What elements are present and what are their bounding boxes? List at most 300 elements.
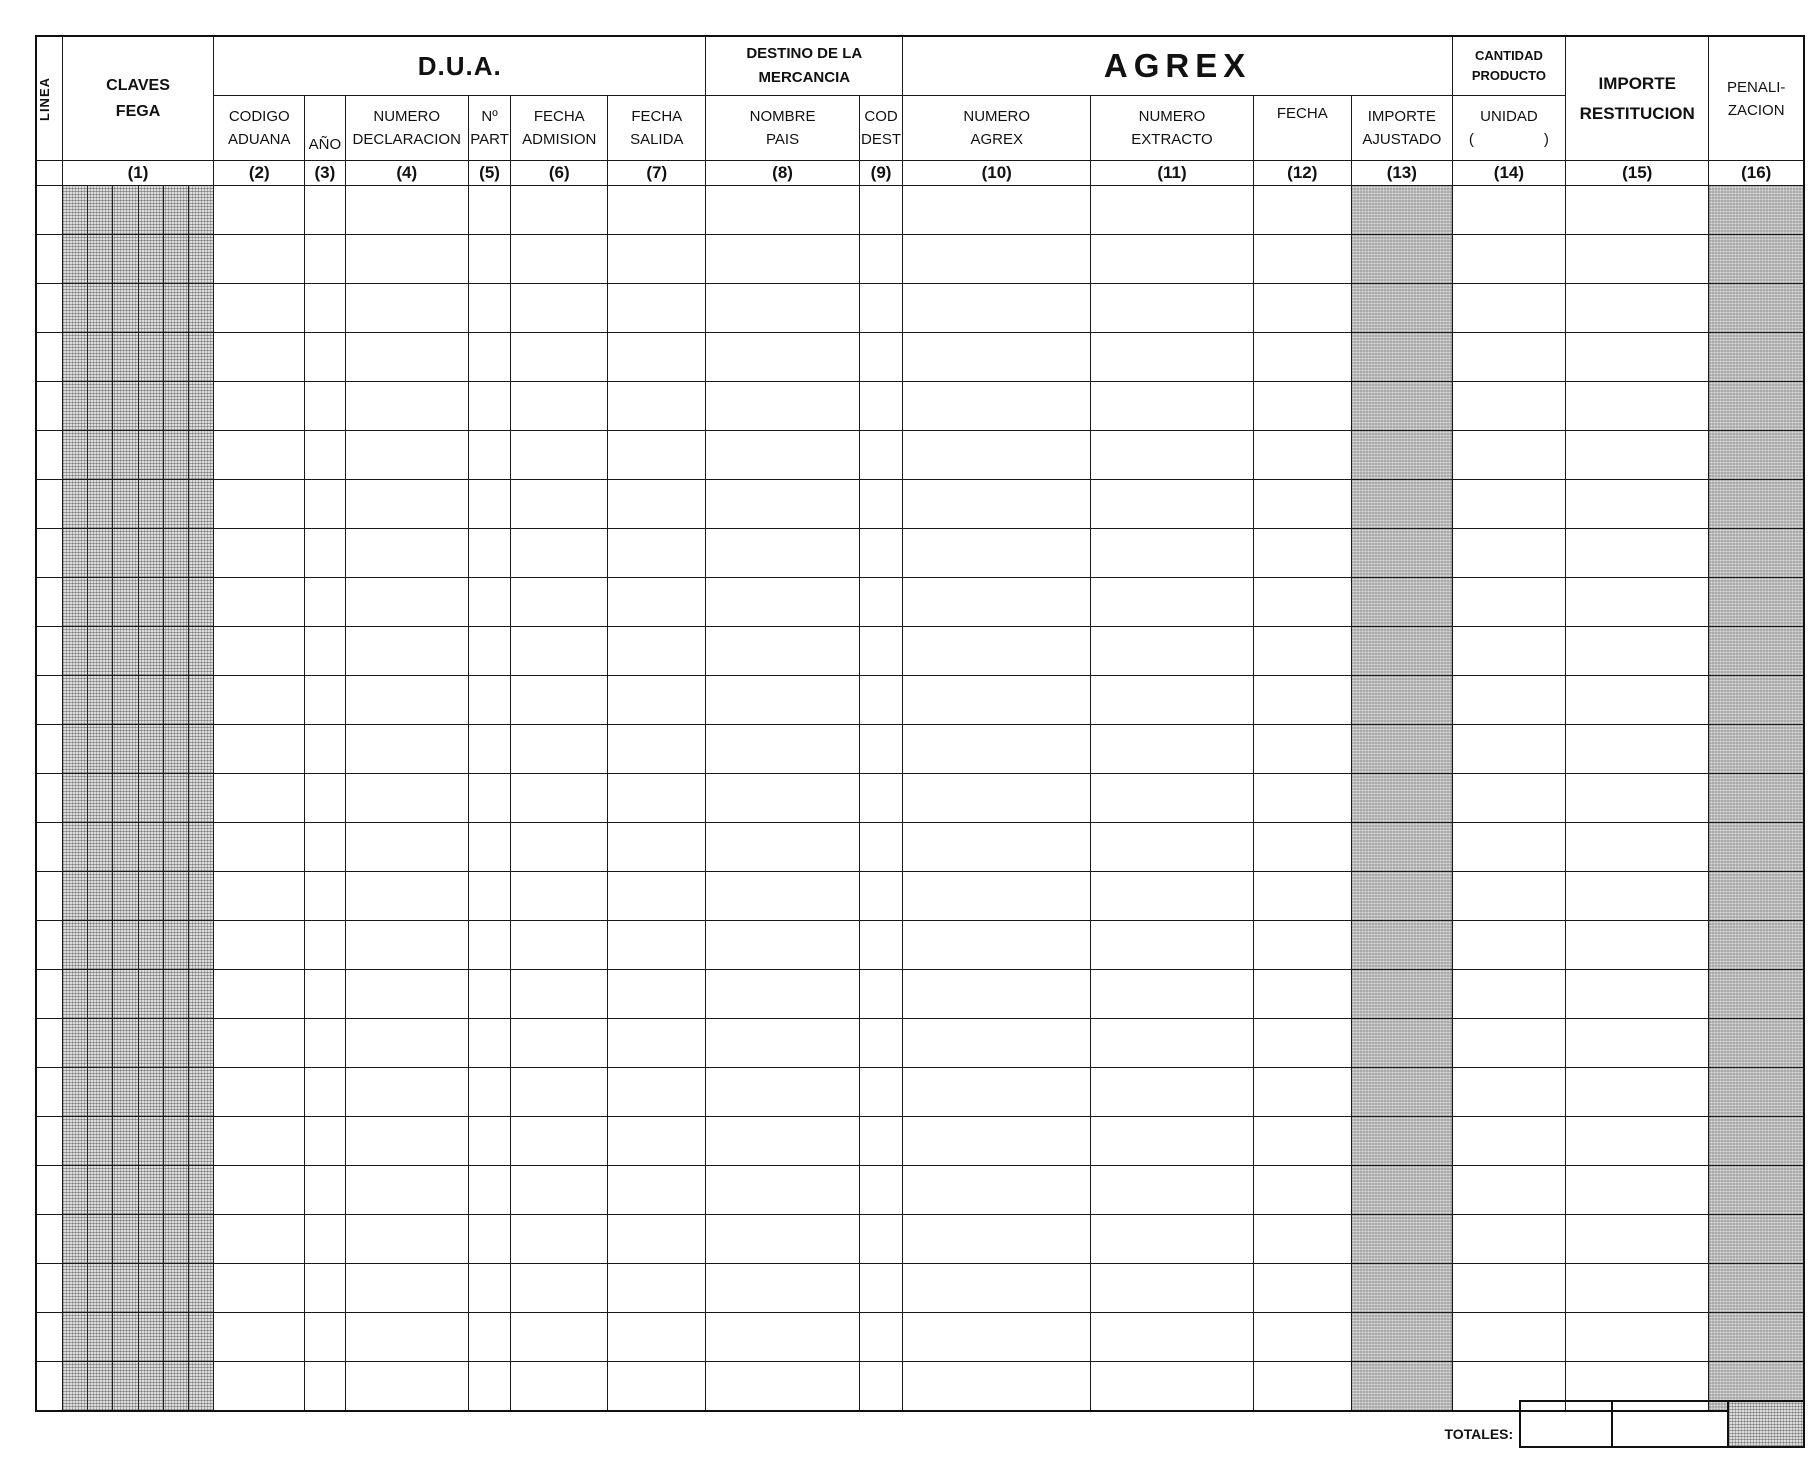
cantidad-cell[interactable] [1452, 480, 1565, 529]
cantidad-cell[interactable] [1452, 774, 1565, 823]
claves-fega-boxes[interactable] [63, 578, 214, 626]
claves-fega-box[interactable] [87, 1215, 112, 1263]
fecha-salida-cell[interactable] [608, 1264, 706, 1313]
fecha-admision-cell[interactable] [511, 1019, 608, 1068]
anio-cell[interactable] [305, 921, 345, 970]
penalizacion-cell[interactable] [1709, 431, 1804, 480]
penalizacion-cell[interactable] [1709, 970, 1804, 1019]
claves-fega-box[interactable] [163, 235, 188, 283]
claves-fega-boxes[interactable] [63, 529, 214, 577]
nombre-pais-cell[interactable] [706, 872, 860, 921]
cod-dest-cell[interactable] [859, 823, 902, 872]
numero-agrex-cell[interactable] [903, 431, 1091, 480]
nombre-pais-cell[interactable] [706, 578, 860, 627]
cantidad-cell[interactable] [1452, 1166, 1565, 1215]
nombre-pais-cell[interactable] [706, 1068, 860, 1117]
claves-fega-boxes[interactable] [63, 823, 214, 871]
fecha-cell[interactable] [1253, 823, 1351, 872]
numero-declaracion-cell[interactable] [345, 382, 468, 431]
claves-fega-box[interactable] [87, 480, 112, 528]
claves-fega-box[interactable] [87, 1166, 112, 1214]
claves-fega-cell[interactable] [62, 774, 214, 823]
nombre-pais-cell[interactable] [706, 627, 860, 676]
claves-fega-box[interactable] [138, 235, 163, 283]
numero-extracto-cell[interactable] [1091, 1313, 1254, 1362]
claves-fega-boxes[interactable] [63, 480, 214, 528]
cantidad-cell[interactable] [1452, 872, 1565, 921]
numero-declaracion-cell[interactable] [345, 1264, 468, 1313]
claves-fega-box[interactable] [188, 872, 213, 920]
claves-fega-box[interactable] [138, 529, 163, 577]
claves-fega-box[interactable] [63, 1362, 87, 1410]
cantidad-cell[interactable] [1452, 431, 1565, 480]
n-part-cell[interactable] [468, 284, 510, 333]
claves-fega-box[interactable] [138, 774, 163, 822]
importe-restitucion-cell[interactable] [1565, 970, 1708, 1019]
importe-restitucion-cell[interactable] [1565, 578, 1708, 627]
claves-fega-box[interactable] [188, 676, 213, 724]
claves-fega-box[interactable] [188, 431, 213, 479]
fecha-salida-cell[interactable] [608, 725, 706, 774]
claves-fega-box[interactable] [138, 921, 163, 969]
importe-ajustado-cell[interactable] [1351, 382, 1452, 431]
numero-declaracion-cell[interactable] [345, 578, 468, 627]
claves-fega-box[interactable] [188, 235, 213, 283]
claves-fega-box[interactable] [138, 970, 163, 1018]
numero-extracto-cell[interactable] [1091, 284, 1254, 333]
importe-ajustado-cell[interactable] [1351, 186, 1452, 235]
nombre-pais-cell[interactable] [706, 1362, 860, 1412]
codigo-aduana-cell[interactable] [214, 431, 305, 480]
claves-fega-box[interactable] [112, 1313, 137, 1361]
claves-fega-box[interactable] [112, 284, 137, 332]
claves-fega-cell[interactable] [62, 823, 214, 872]
fecha-salida-cell[interactable] [608, 1313, 706, 1362]
claves-fega-box[interactable] [112, 1264, 137, 1312]
claves-fega-box[interactable] [138, 480, 163, 528]
claves-fega-box[interactable] [163, 578, 188, 626]
codigo-aduana-cell[interactable] [214, 676, 305, 725]
penalizacion-cell[interactable] [1709, 1019, 1804, 1068]
cod-dest-cell[interactable] [859, 725, 902, 774]
codigo-aduana-cell[interactable] [214, 1019, 305, 1068]
penalizacion-cell[interactable] [1709, 333, 1804, 382]
claves-fega-box[interactable] [87, 1117, 112, 1165]
claves-fega-box[interactable] [188, 1264, 213, 1312]
fecha-salida-cell[interactable] [608, 970, 706, 1019]
numero-agrex-cell[interactable] [903, 1166, 1091, 1215]
fecha-cell[interactable] [1253, 186, 1351, 235]
claves-fega-boxes[interactable] [63, 1068, 214, 1116]
claves-fega-box[interactable] [87, 1019, 112, 1067]
claves-fega-cell[interactable] [62, 235, 214, 284]
nombre-pais-cell[interactable] [706, 1264, 860, 1313]
importe-ajustado-cell[interactable] [1351, 578, 1452, 627]
n-part-cell[interactable] [468, 872, 510, 921]
penalizacion-cell[interactable] [1709, 1117, 1804, 1166]
importe-restitucion-cell[interactable] [1565, 1313, 1708, 1362]
claves-fega-box[interactable] [63, 970, 87, 1018]
fecha-cell[interactable] [1253, 431, 1351, 480]
n-part-cell[interactable] [468, 921, 510, 970]
claves-fega-box[interactable] [163, 529, 188, 577]
fecha-admision-cell[interactable] [511, 823, 608, 872]
nombre-pais-cell[interactable] [706, 1166, 860, 1215]
importe-ajustado-cell[interactable] [1351, 774, 1452, 823]
numero-extracto-cell[interactable] [1091, 774, 1254, 823]
fecha-salida-cell[interactable] [608, 186, 706, 235]
claves-fega-box[interactable] [138, 186, 163, 234]
fecha-cell[interactable] [1253, 382, 1351, 431]
cantidad-cell[interactable] [1452, 1068, 1565, 1117]
importe-restitucion-cell[interactable] [1565, 921, 1708, 970]
anio-cell[interactable] [305, 578, 345, 627]
numero-extracto-cell[interactable] [1091, 872, 1254, 921]
n-part-cell[interactable] [468, 970, 510, 1019]
importe-restitucion-cell[interactable] [1565, 186, 1708, 235]
nombre-pais-cell[interactable] [706, 921, 860, 970]
cod-dest-cell[interactable] [859, 1313, 902, 1362]
fecha-salida-cell[interactable] [608, 1215, 706, 1264]
claves-fega-box[interactable] [112, 529, 137, 577]
numero-agrex-cell[interactable] [903, 333, 1091, 382]
claves-fega-box[interactable] [63, 529, 87, 577]
importe-restitucion-cell[interactable] [1565, 1264, 1708, 1313]
fecha-cell[interactable] [1253, 1313, 1351, 1362]
anio-cell[interactable] [305, 627, 345, 676]
numero-agrex-cell[interactable] [903, 235, 1091, 284]
claves-fega-box[interactable] [188, 774, 213, 822]
importe-restitucion-cell[interactable] [1565, 1068, 1708, 1117]
fecha-admision-cell[interactable] [511, 284, 608, 333]
fecha-cell[interactable] [1253, 1264, 1351, 1313]
claves-fega-cell[interactable] [62, 578, 214, 627]
cod-dest-cell[interactable] [859, 921, 902, 970]
numero-extracto-cell[interactable] [1091, 1166, 1254, 1215]
codigo-aduana-cell[interactable] [214, 872, 305, 921]
numero-extracto-cell[interactable] [1091, 725, 1254, 774]
n-part-cell[interactable] [468, 676, 510, 725]
claves-fega-box[interactable] [138, 676, 163, 724]
claves-fega-box[interactable] [112, 921, 137, 969]
importe-ajustado-cell[interactable] [1351, 970, 1452, 1019]
fecha-salida-cell[interactable] [608, 774, 706, 823]
cantidad-cell[interactable] [1452, 382, 1565, 431]
claves-fega-boxes[interactable] [63, 1313, 214, 1361]
numero-declaracion-cell[interactable] [345, 627, 468, 676]
codigo-aduana-cell[interactable] [214, 284, 305, 333]
importe-ajustado-cell[interactable] [1351, 872, 1452, 921]
claves-fega-box[interactable] [188, 970, 213, 1018]
claves-fega-box[interactable] [138, 431, 163, 479]
claves-fega-box[interactable] [63, 1019, 87, 1067]
fecha-cell[interactable] [1253, 676, 1351, 725]
n-part-cell[interactable] [468, 186, 510, 235]
numero-extracto-cell[interactable] [1091, 1068, 1254, 1117]
cantidad-cell[interactable] [1452, 1313, 1565, 1362]
claves-fega-box[interactable] [138, 1215, 163, 1263]
claves-fega-boxes[interactable] [63, 431, 214, 479]
nombre-pais-cell[interactable] [706, 333, 860, 382]
numero-agrex-cell[interactable] [903, 1313, 1091, 1362]
codigo-aduana-cell[interactable] [214, 480, 305, 529]
claves-fega-box[interactable] [112, 480, 137, 528]
numero-declaracion-cell[interactable] [345, 970, 468, 1019]
claves-fega-box[interactable] [112, 1362, 137, 1410]
claves-fega-box[interactable] [138, 578, 163, 626]
codigo-aduana-cell[interactable] [214, 627, 305, 676]
nombre-pais-cell[interactable] [706, 676, 860, 725]
claves-fega-box[interactable] [63, 1166, 87, 1214]
codigo-aduana-cell[interactable] [214, 578, 305, 627]
claves-fega-cell[interactable] [62, 1166, 214, 1215]
claves-fega-box[interactable] [138, 1362, 163, 1410]
anio-cell[interactable] [305, 676, 345, 725]
fecha-admision-cell[interactable] [511, 872, 608, 921]
penalizacion-cell[interactable] [1709, 1313, 1804, 1362]
cantidad-cell[interactable] [1452, 823, 1565, 872]
importe-ajustado-cell[interactable] [1351, 725, 1452, 774]
claves-fega-cell[interactable] [62, 1019, 214, 1068]
numero-agrex-cell[interactable] [903, 1019, 1091, 1068]
claves-fega-box[interactable] [112, 333, 137, 381]
claves-fega-boxes[interactable] [63, 235, 214, 283]
cantidad-cell[interactable] [1452, 676, 1565, 725]
claves-fega-box[interactable] [163, 823, 188, 871]
numero-declaracion-cell[interactable] [345, 235, 468, 284]
numero-extracto-cell[interactable] [1091, 823, 1254, 872]
total-cantidad-field[interactable] [1519, 1400, 1611, 1448]
numero-declaracion-cell[interactable] [345, 431, 468, 480]
penalizacion-cell[interactable] [1709, 382, 1804, 431]
anio-cell[interactable] [305, 1068, 345, 1117]
fecha-cell[interactable] [1253, 235, 1351, 284]
claves-fega-box[interactable] [112, 1215, 137, 1263]
numero-agrex-cell[interactable] [903, 382, 1091, 431]
claves-fega-boxes[interactable] [63, 627, 214, 675]
claves-fega-cell[interactable] [62, 921, 214, 970]
numero-declaracion-cell[interactable] [345, 284, 468, 333]
numero-agrex-cell[interactable] [903, 1117, 1091, 1166]
claves-fega-box[interactable] [112, 872, 137, 920]
numero-extracto-cell[interactable] [1091, 970, 1254, 1019]
penalizacion-cell[interactable] [1709, 1068, 1804, 1117]
claves-fega-box[interactable] [87, 333, 112, 381]
importe-restitucion-cell[interactable] [1565, 1166, 1708, 1215]
fecha-cell[interactable] [1253, 1215, 1351, 1264]
fecha-cell[interactable] [1253, 774, 1351, 823]
fecha-admision-cell[interactable] [511, 382, 608, 431]
claves-fega-box[interactable] [112, 1019, 137, 1067]
numero-agrex-cell[interactable] [903, 872, 1091, 921]
n-part-cell[interactable] [468, 1068, 510, 1117]
claves-fega-box[interactable] [112, 578, 137, 626]
numero-extracto-cell[interactable] [1091, 578, 1254, 627]
claves-fega-box[interactable] [138, 1117, 163, 1165]
n-part-cell[interactable] [468, 774, 510, 823]
fecha-salida-cell[interactable] [608, 578, 706, 627]
claves-fega-cell[interactable] [62, 1215, 214, 1264]
claves-fega-box[interactable] [87, 382, 112, 430]
cod-dest-cell[interactable] [859, 1019, 902, 1068]
claves-fega-box[interactable] [163, 186, 188, 234]
claves-fega-box[interactable] [188, 823, 213, 871]
importe-ajustado-cell[interactable] [1351, 529, 1452, 578]
claves-fega-box[interactable] [87, 186, 112, 234]
numero-agrex-cell[interactable] [903, 480, 1091, 529]
importe-ajustado-cell[interactable] [1351, 676, 1452, 725]
claves-fega-cell[interactable] [62, 431, 214, 480]
claves-fega-box[interactable] [163, 1019, 188, 1067]
importe-restitucion-cell[interactable] [1565, 431, 1708, 480]
n-part-cell[interactable] [468, 333, 510, 382]
cod-dest-cell[interactable] [859, 529, 902, 578]
claves-fega-box[interactable] [63, 284, 87, 332]
claves-fega-boxes[interactable] [63, 676, 214, 724]
claves-fega-box[interactable] [138, 284, 163, 332]
claves-fega-box[interactable] [63, 480, 87, 528]
claves-fega-box[interactable] [87, 872, 112, 920]
claves-fega-box[interactable] [163, 480, 188, 528]
numero-agrex-cell[interactable] [903, 823, 1091, 872]
claves-fega-boxes[interactable] [63, 1166, 214, 1214]
n-part-cell[interactable] [468, 725, 510, 774]
fecha-admision-cell[interactable] [511, 1313, 608, 1362]
fecha-cell[interactable] [1253, 1166, 1351, 1215]
fecha-admision-cell[interactable] [511, 676, 608, 725]
fecha-admision-cell[interactable] [511, 725, 608, 774]
cantidad-cell[interactable] [1452, 1019, 1565, 1068]
claves-fega-box[interactable] [112, 823, 137, 871]
claves-fega-box[interactable] [87, 578, 112, 626]
numero-agrex-cell[interactable] [903, 627, 1091, 676]
claves-fega-box[interactable] [188, 529, 213, 577]
nombre-pais-cell[interactable] [706, 1313, 860, 1362]
claves-fega-box[interactable] [163, 627, 188, 675]
codigo-aduana-cell[interactable] [214, 382, 305, 431]
numero-extracto-cell[interactable] [1091, 529, 1254, 578]
claves-fega-box[interactable] [188, 1117, 213, 1165]
penalizacion-cell[interactable] [1709, 774, 1804, 823]
fecha-salida-cell[interactable] [608, 676, 706, 725]
fecha-admision-cell[interactable] [511, 431, 608, 480]
importe-ajustado-cell[interactable] [1351, 284, 1452, 333]
claves-fega-box[interactable] [87, 970, 112, 1018]
numero-agrex-cell[interactable] [903, 1068, 1091, 1117]
claves-fega-box[interactable] [63, 676, 87, 724]
claves-fega-cell[interactable] [62, 480, 214, 529]
claves-fega-box[interactable] [188, 1068, 213, 1116]
claves-fega-cell[interactable] [62, 1068, 214, 1117]
claves-fega-cell[interactable] [62, 1362, 214, 1412]
n-part-cell[interactable] [468, 1264, 510, 1313]
importe-ajustado-cell[interactable] [1351, 1264, 1452, 1313]
n-part-cell[interactable] [468, 1313, 510, 1362]
claves-fega-box[interactable] [63, 578, 87, 626]
numero-declaracion-cell[interactable] [345, 333, 468, 382]
n-part-cell[interactable] [468, 1166, 510, 1215]
numero-declaracion-cell[interactable] [345, 676, 468, 725]
anio-cell[interactable] [305, 872, 345, 921]
penalizacion-cell[interactable] [1709, 872, 1804, 921]
numero-agrex-cell[interactable] [903, 725, 1091, 774]
n-part-cell[interactable] [468, 627, 510, 676]
fecha-admision-cell[interactable] [511, 1068, 608, 1117]
claves-fega-box[interactable] [163, 725, 188, 773]
numero-declaracion-cell[interactable] [345, 529, 468, 578]
penalizacion-cell[interactable] [1709, 529, 1804, 578]
claves-fega-box[interactable] [188, 921, 213, 969]
codigo-aduana-cell[interactable] [214, 1215, 305, 1264]
claves-fega-box[interactable] [138, 1313, 163, 1361]
cod-dest-cell[interactable] [859, 186, 902, 235]
total-importe-restitucion-field[interactable] [1611, 1400, 1727, 1448]
nombre-pais-cell[interactable] [706, 1215, 860, 1264]
claves-fega-cell[interactable] [62, 676, 214, 725]
claves-fega-boxes[interactable] [63, 725, 214, 773]
codigo-aduana-cell[interactable] [214, 970, 305, 1019]
anio-cell[interactable] [305, 284, 345, 333]
claves-fega-box[interactable] [112, 186, 137, 234]
claves-fega-cell[interactable] [62, 284, 214, 333]
cod-dest-cell[interactable] [859, 627, 902, 676]
claves-fega-box[interactable] [188, 725, 213, 773]
cantidad-cell[interactable] [1452, 627, 1565, 676]
importe-ajustado-cell[interactable] [1351, 921, 1452, 970]
fecha-cell[interactable] [1253, 1068, 1351, 1117]
claves-fega-box[interactable] [112, 235, 137, 283]
numero-agrex-cell[interactable] [903, 578, 1091, 627]
codigo-aduana-cell[interactable] [214, 1313, 305, 1362]
numero-extracto-cell[interactable] [1091, 1215, 1254, 1264]
claves-fega-box[interactable] [87, 725, 112, 773]
claves-fega-box[interactable] [138, 627, 163, 675]
claves-fega-cell[interactable] [62, 872, 214, 921]
claves-fega-box[interactable] [87, 1264, 112, 1312]
numero-declaracion-cell[interactable] [345, 921, 468, 970]
numero-declaracion-cell[interactable] [345, 480, 468, 529]
numero-agrex-cell[interactable] [903, 1215, 1091, 1264]
n-part-cell[interactable] [468, 823, 510, 872]
claves-fega-box[interactable] [87, 676, 112, 724]
importe-restitucion-cell[interactable] [1565, 529, 1708, 578]
unidad-field[interactable] [1469, 128, 1549, 151]
importe-restitucion-cell[interactable] [1565, 872, 1708, 921]
claves-fega-box[interactable] [112, 676, 137, 724]
penalizacion-cell[interactable] [1709, 1166, 1804, 1215]
fecha-admision-cell[interactable] [511, 1166, 608, 1215]
numero-declaracion-cell[interactable] [345, 1362, 468, 1412]
penalizacion-cell[interactable] [1709, 627, 1804, 676]
cod-dest-cell[interactable] [859, 1264, 902, 1313]
importe-ajustado-cell[interactable] [1351, 1019, 1452, 1068]
claves-fega-boxes[interactable] [63, 1019, 214, 1067]
importe-ajustado-cell[interactable] [1351, 333, 1452, 382]
importe-restitucion-cell[interactable] [1565, 235, 1708, 284]
fecha-cell[interactable] [1253, 1019, 1351, 1068]
n-part-cell[interactable] [468, 529, 510, 578]
fecha-cell[interactable] [1253, 1117, 1351, 1166]
claves-fega-box[interactable] [138, 1019, 163, 1067]
codigo-aduana-cell[interactable] [214, 333, 305, 382]
importe-restitucion-cell[interactable] [1565, 774, 1708, 823]
cod-dest-cell[interactable] [859, 1215, 902, 1264]
codigo-aduana-cell[interactable] [214, 823, 305, 872]
cod-dest-cell[interactable] [859, 1362, 902, 1412]
claves-fega-boxes[interactable] [63, 774, 214, 822]
claves-fega-box[interactable] [138, 823, 163, 871]
numero-extracto-cell[interactable] [1091, 480, 1254, 529]
